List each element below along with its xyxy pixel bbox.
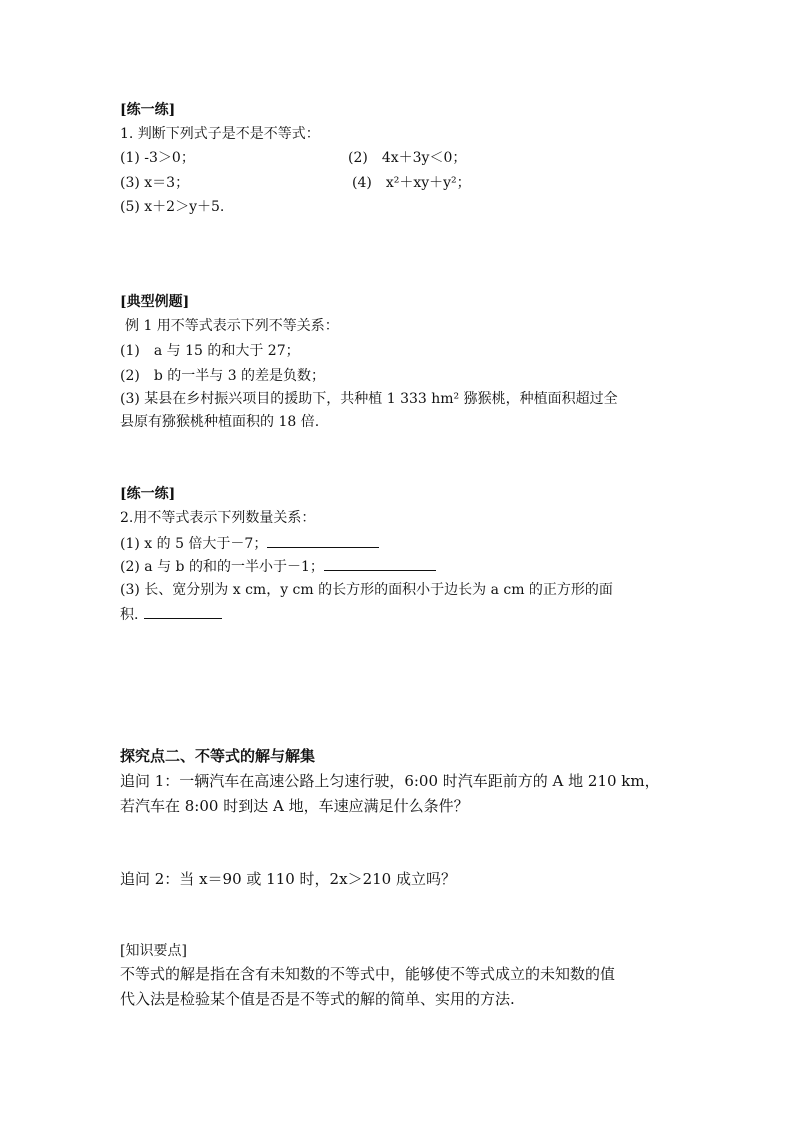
- practice1-heading: [练一练]: [120, 102, 176, 118]
- practice1-item-2: (2) 4x＋3y＜0；: [348, 150, 467, 166]
- practice2-question: 2.用不等式表示下列数量关系：: [120, 510, 316, 526]
- example-item-3-cont: 县原有猕猴桃种植面积的 18 倍.: [120, 414, 320, 430]
- practice2-heading: [练一练]: [120, 486, 176, 502]
- answer-blank-3[interactable]: [144, 604, 222, 619]
- example-intro: 例 1 用不等式表示下列不等关系：: [125, 318, 339, 334]
- explore-question-1-line-1: 追问 1：一辆汽车在高速公路上匀速行驶，6:00 时汽车距前方的 A 地 210 km，: [120, 772, 660, 790]
- practice2-item-2: [120, 556, 436, 577]
- example-item-2: (2) b 的一半与 3 的差是负数；: [120, 368, 326, 384]
- practice1-item-3: (3) x＝3；: [120, 175, 190, 191]
- practice2-item-2-text: (2) a 与 b 的和的一半小于－1；: [120, 559, 324, 575]
- example-item-3: (3) 某县在乡村振兴项目的援助下，共种植 1 333 hm² 猕猴桃，种植面积超过全: [120, 391, 618, 407]
- answer-blank-2[interactable]: [324, 556, 436, 571]
- practice2-item-1: [120, 533, 379, 554]
- practice1-item-5: (5) x＋2＞y＋5.: [120, 199, 225, 215]
- explore-question-1-line-2: 若汽车在 8:00 时到达 A 地，车速应满足什么条件？: [120, 797, 469, 815]
- example-item-1: (1) a 与 15 的和大于 27；: [120, 343, 300, 359]
- practice2-item-1-text: (1) x 的 5 倍大于－7；: [120, 536, 268, 552]
- knowledge-line-1: 不等式的解是指在含有未知数的不等式中，能够使不等式成立的未知数的值: [120, 965, 616, 983]
- knowledge-line-2: 代入法是检验某个值是否是不等式的解的简单、实用的方法.: [120, 990, 515, 1008]
- explore-question-2: 追问 2：当 x＝90 或 110 时，2x＞210 成立吗？: [120, 870, 456, 888]
- practice1-question: 1. 判断下列式子是不是不等式：: [120, 126, 320, 142]
- practice1-item-1: (1) -3＞0；: [120, 150, 195, 166]
- practice2-item-3-cont: [120, 604, 222, 625]
- practice2-item-3: (3) 长、宽分别为 x cm，y cm 的长方形的面积小于边长为 a cm 的正方形的面: [120, 582, 613, 598]
- explore-heading: 探究点二、不等式的解与解集: [120, 747, 316, 765]
- knowledge-heading: [知识要点]: [120, 943, 187, 959]
- practice1-item-4: (4) x²＋xy＋y²；: [352, 175, 471, 191]
- answer-blank-1[interactable]: [267, 533, 379, 548]
- practice2-item-3-cont-text: 积.: [120, 607, 139, 623]
- example-heading: [典型例题]: [120, 294, 190, 310]
